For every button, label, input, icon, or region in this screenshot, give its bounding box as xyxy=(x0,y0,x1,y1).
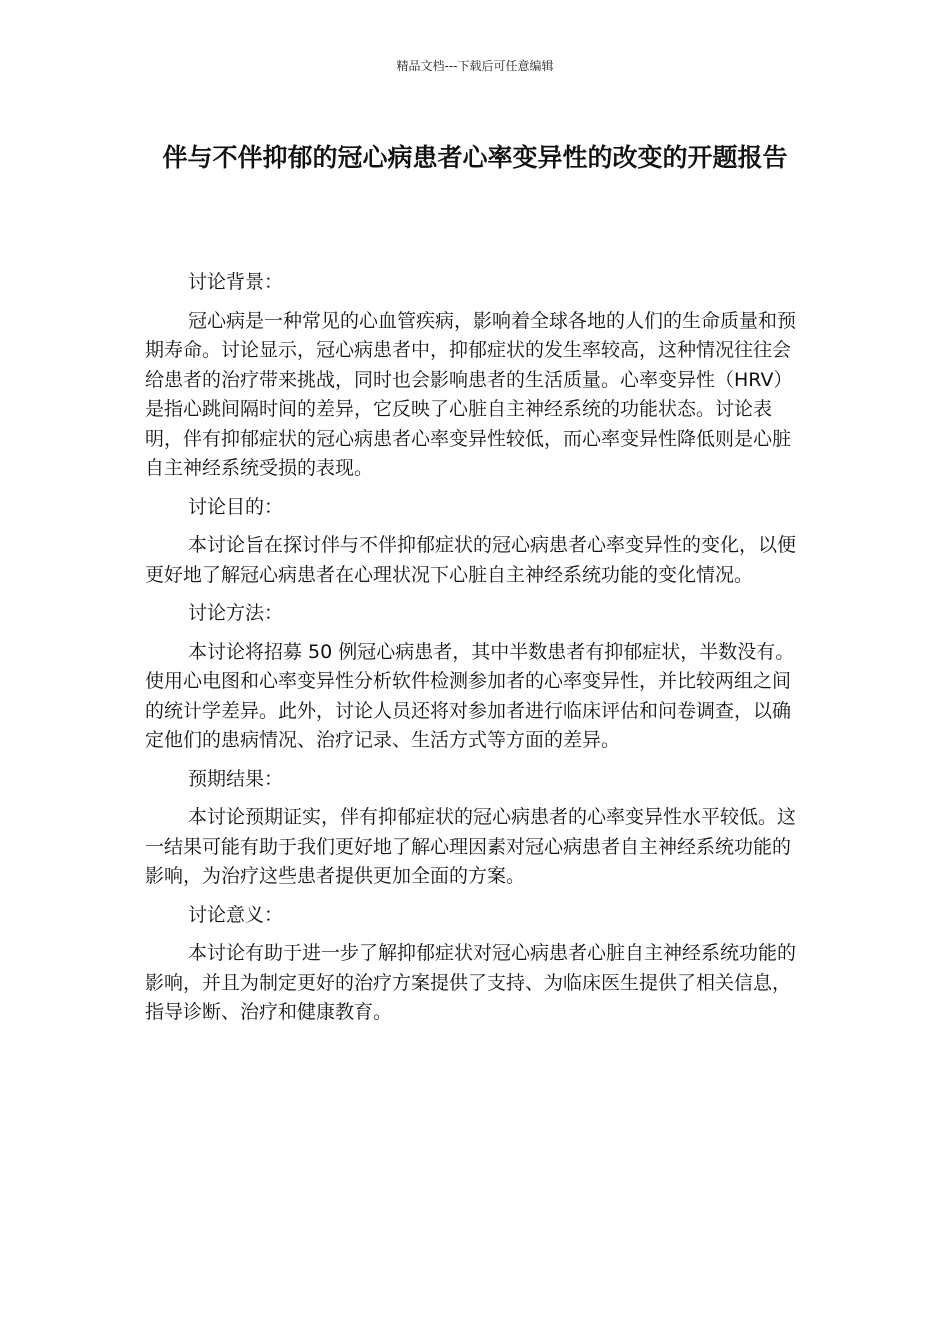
section-paragraph: 本讨论有助于进一步了解抑郁症状对冠心病患者心脏自主神经系统功能的影响，并且为制定更好的治疗方案提供了支持、为临床医生提供了相关信息，指导诊断、治疗和健康教育。 xyxy=(145,942,797,1023)
section-heading: 预期结果： xyxy=(188,767,284,790)
document-body xyxy=(145,268,807,1037)
section-methods xyxy=(145,599,807,756)
section-heading: 讨论目的： xyxy=(188,495,284,518)
section-expected-results xyxy=(145,765,807,892)
section-paragraph: 本讨论预期证实，伴有抑郁症状的冠心病患者的心率变异性水平较低。这一结果可能有助于我们更好地了解心理因素对冠心病患者自主神经系统功能的影响，为治疗这些患者提供更加全面的方案。 xyxy=(145,806,797,887)
section-significance xyxy=(145,901,807,1028)
section-paragraph: 冠心病是一种常见的心血管疾病，影响着全球各地的人们的生命质量和预期寿命。讨论显示，冠心病患者中，抑郁症状的发生率较高，这种情况往往会给患者的治疗带来挑战，同时也会影响患者的生活质量。心率变异性（HRV）是指心跳间隔时间的差异，它反映了心脏自主神经系统的功能状态。讨论表明，伴有抑郁症状的冠心病患者心率变异性较低，而心率变异性降低则是心脏自主神经系统受损的表现。 xyxy=(145,309,797,479)
section-background xyxy=(145,268,807,484)
page-header-note: 精品文档---下载后可任意编辑 xyxy=(396,59,554,73)
section-paragraph: 本讨论旨在探讨伴与不伴抑郁症状的冠心病患者心率变异性的变化，以便更好地了解冠心病患者在心理状况下心脏自主神经系统功能的变化情况。 xyxy=(145,534,797,586)
document-title: 伴与不伴抑郁的冠心病患者心率变异性的改变的开题报告 xyxy=(162,143,788,172)
section-heading: 讨论意义： xyxy=(188,903,284,926)
section-purpose xyxy=(145,493,807,591)
section-heading: 讨论方法： xyxy=(188,602,284,624)
section-paragraph: 本讨论将招募 50 例冠心病患者，其中半数患者有抑郁症状，半数没有。使用心电图和心率变异性分析软件检测参加者的心率变异性，并比较两组之间的统计学差异。此外，讨论人员还将对参加者进行临床评估和问卷调查，以确定他们的患病情况、治疗记录、生活方式等方面的差异。 xyxy=(145,640,795,751)
section-heading: 讨论背景： xyxy=(188,271,284,293)
